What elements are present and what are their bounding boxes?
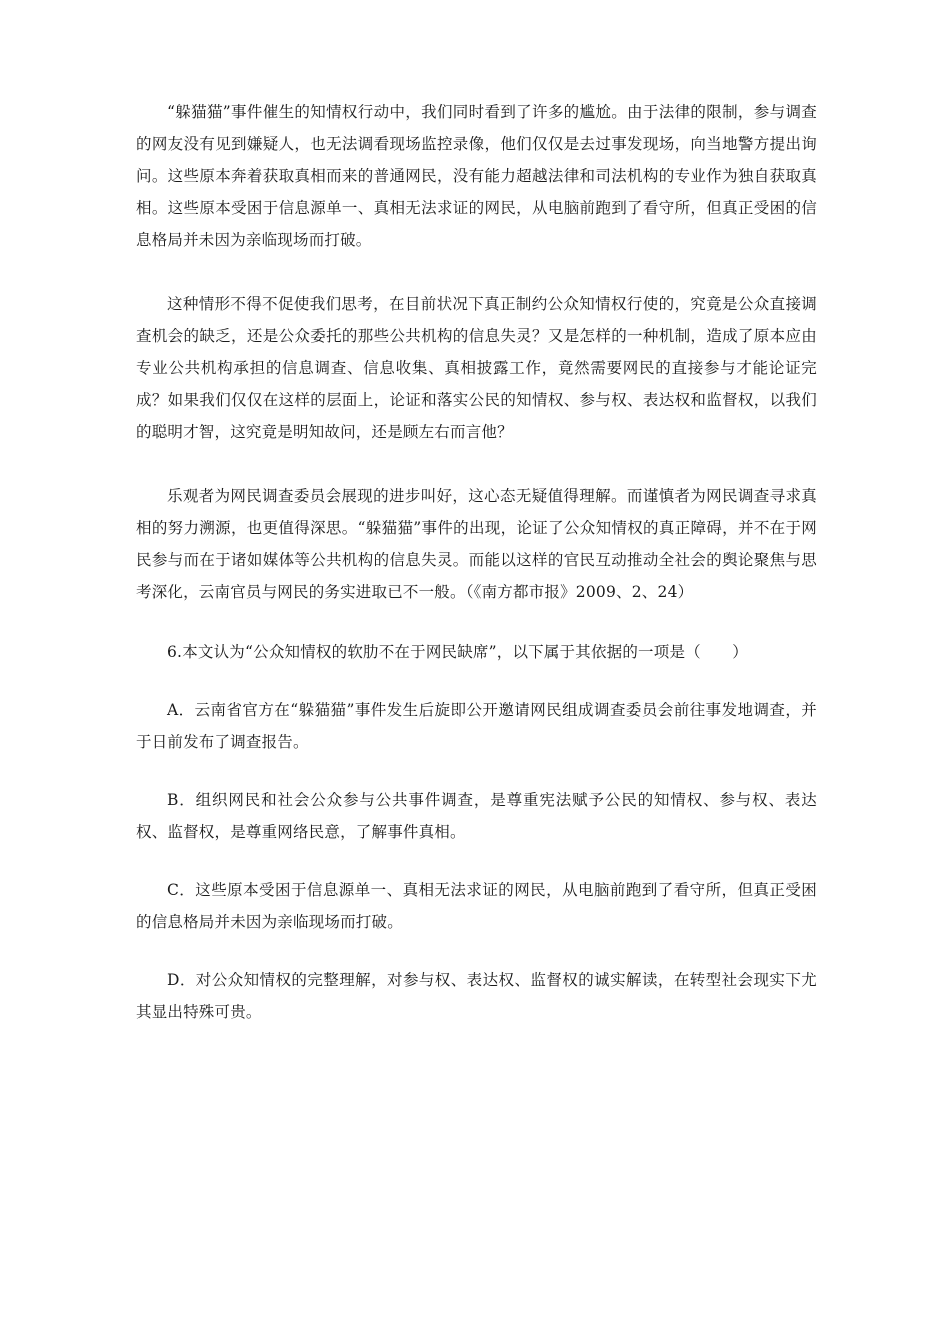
question-block bbox=[136, 636, 817, 1028]
option-c: C．这些原本受困于信息源单一、真相无法求证的网民，从电脑前跑到了看守所，但真正受困的信息格局并未因为亲临现场而打破。 bbox=[136, 881, 817, 931]
question-stem: 6.本文认为“公众知情权的软肋不在于网民缺席”，以下属于其依据的一项是（ ） bbox=[167, 643, 748, 661]
passage-paragraph-1: “躲猫猫”事件催生的知情权行动中，我们同时看到了许多的尴尬。由于法律的限制，参与调查的网友没有见到嫌疑人，也无法调看现场监控录像，他们仅仅是去过事发现场，向当地警方提出询问。这些原本奔着获取真相而来的普通网民，没有能力超越法律和司法机构的专业作为独自获取真相。这些原本受困于信息源单一、真相无法求证的网民，从电脑前跑到了看守所，但真正受困的信息格局并未因为亲临现场而打破。 bbox=[136, 103, 817, 249]
document-page bbox=[136, 96, 817, 1028]
option-d: D．对公众知情权的完整理解，对参与权、表达权、监督权的诚实解读，在转型社会现实下尤其显出特殊可贵。 bbox=[136, 971, 817, 1021]
passage-paragraph-2: 这种情形不得不促使我们思考，在目前状况下真正制约公众知情权行使的，究竟是公众直接调查机会的缺乏，还是公众委托的那些公共机构的信息失灵？又是怎样的一种机制，造成了原本应由专业公共机构承担的信息调查、信息收集、真相披露工作，竟然需要网民的直接参与才能论证完成？如果我们仅仅在这样的层面上，论证和落实公民的知情权、参与权、表达权和监督权，以我们的聪明才智，这究竟是明知故问，还是顾左右而言他？ bbox=[136, 295, 817, 441]
option-b: B．组织网民和社会公众参与公共事件调查，是尊重宪法赋予公民的知情权、参与权、表达权、监督权，是尊重网络民意，了解事件真相。 bbox=[136, 791, 817, 841]
passage-paragraph-3: 乐观者为网民调查委员会展现的进步叫好，这心态无疑值得理解。而谨慎者为网民调查寻求真相的努力溯源，也更值得深思。“躲猫猫”事件的出现，论证了公众知情权的真正障碍，并不在于网民参与而在于诸如媒体等公共机构的信息失灵。而能以这样的官民互动推动全社会的舆论聚焦与思考深化，云南官员与网民的务实进取已不一般。（《南方都市报》2009、2、24） bbox=[136, 487, 817, 601]
passage bbox=[136, 96, 817, 608]
option-a: A．云南省官方在“躲猫猫”事件发生后旋即公开邀请网民组成调查委员会前往事发地调查，并于日前发布了调查报告。 bbox=[136, 701, 817, 751]
